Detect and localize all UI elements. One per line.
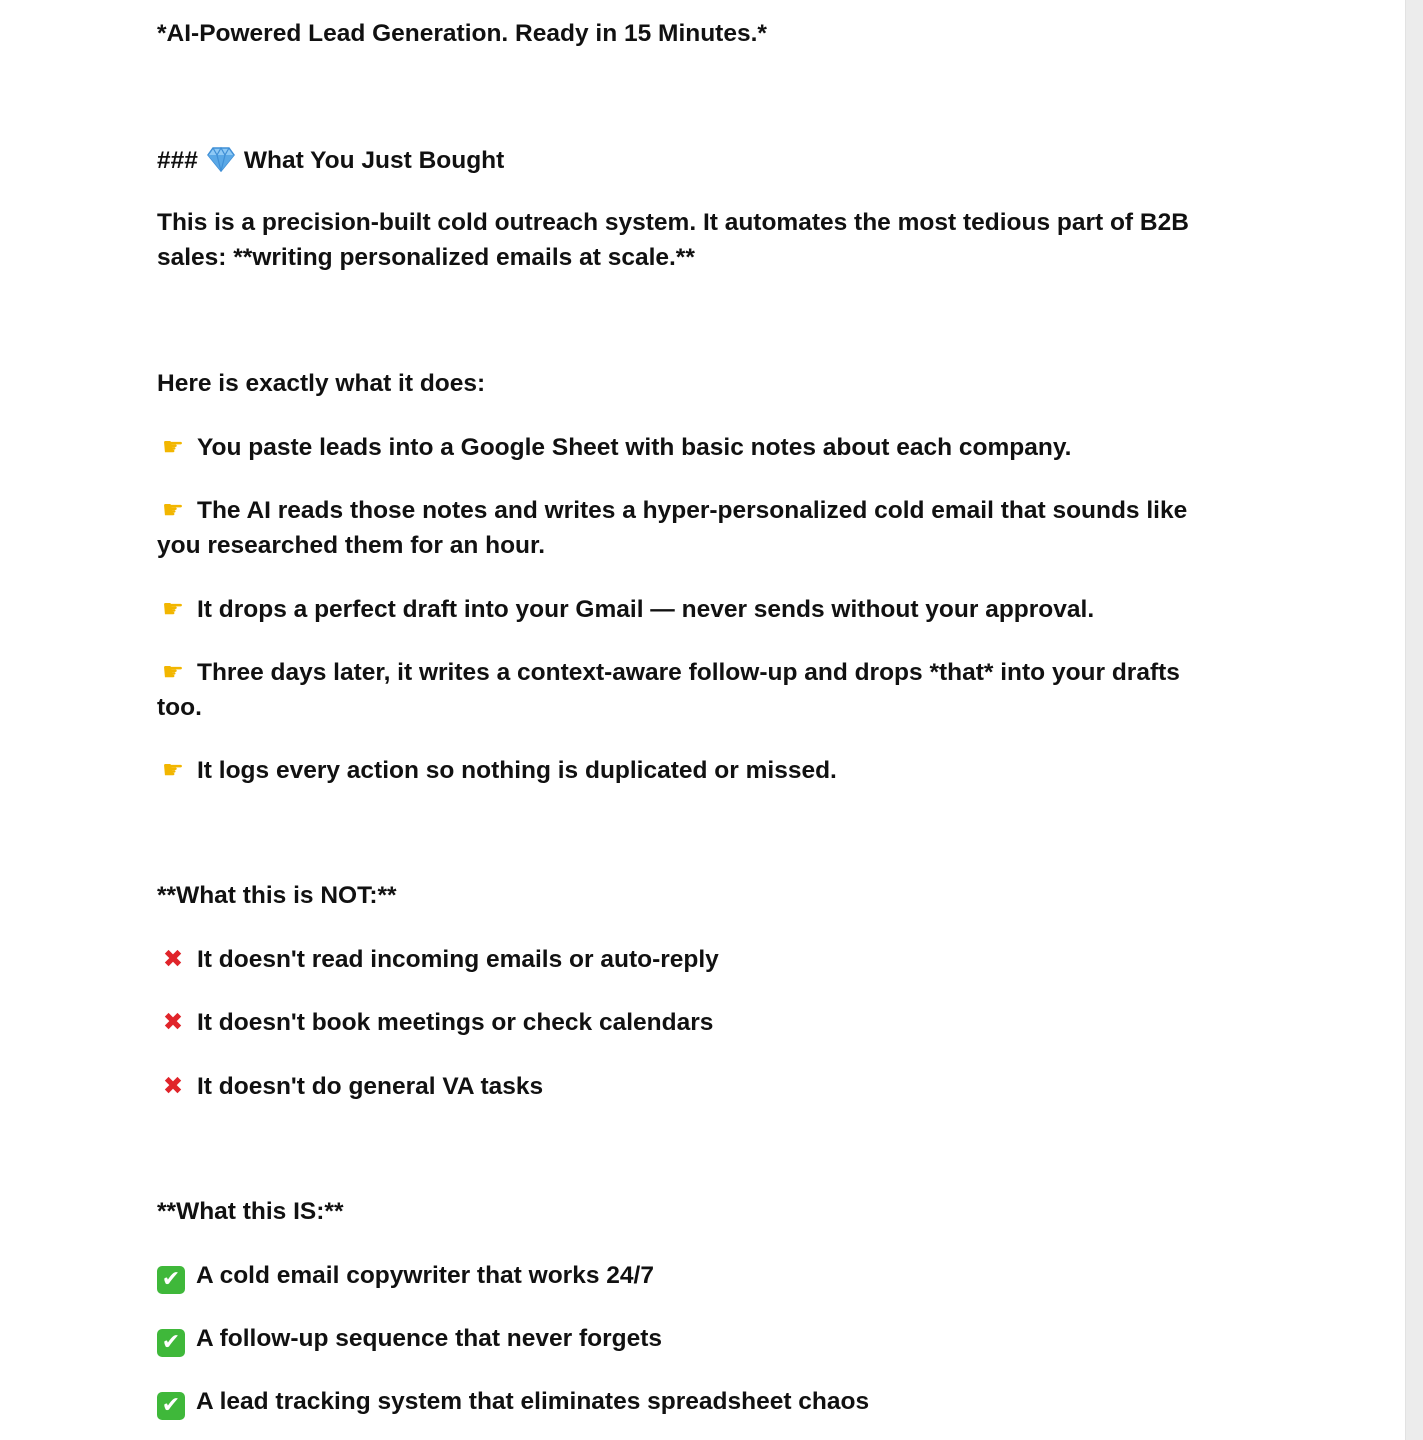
not-item-text: It doesn't book meetings or check calendars: [197, 1009, 714, 1036]
vertical-scrollbar[interactable]: [1405, 0, 1423, 1440]
does-item-text: It logs every action so nothing is duplicated or missed.: [197, 757, 837, 784]
check-mark-icon: ✔: [157, 1266, 185, 1294]
not-item: [157, 1004, 1217, 1040]
not-item: [157, 1068, 1217, 1104]
cross-mark-icon: ✖: [162, 944, 184, 973]
not-label: **What this is NOT:**: [157, 882, 397, 909]
is-item: [157, 1258, 1217, 1294]
not-item-text: It doesn't read incoming emails or auto-reply: [197, 946, 719, 973]
not-item: [157, 941, 1217, 977]
does-item: [157, 492, 1217, 563]
pointing-hand-icon: ☛: [162, 755, 184, 784]
is-item: [157, 1321, 1217, 1357]
section-heading: [157, 142, 1217, 178]
does-item-text: It drops a perfect draft into your Gmail — never sends without your approval.: [197, 596, 1095, 623]
intro-paragraph: This is a precision-built cold outreach system. It automates the most tedious part of B2B sales: **writing personalized emails at scale.**: [157, 209, 1189, 271]
cross-mark-icon: ✖: [162, 1007, 184, 1036]
heading-text: What You Just Bought: [243, 147, 505, 174]
is-item-text: A follow-up sequence that never forgets: [196, 1325, 663, 1352]
does-label: Here is exactly what it does:: [157, 370, 486, 397]
gem-icon: [206, 142, 236, 177]
does-item-text: The AI reads those notes and writes a hyper-personalized cold email that sounds like you researched them for an hour.: [157, 497, 1188, 559]
is-item-text: A lead tracking system that eliminates spreadsheet chaos: [196, 1388, 870, 1415]
does-item: [157, 591, 1217, 627]
pointing-hand-icon: ☛: [162, 657, 184, 686]
pointing-hand-icon: ☛: [162, 495, 184, 524]
does-item: [157, 429, 1217, 465]
is-item: [157, 1384, 1217, 1420]
check-mark-icon: ✔: [157, 1392, 185, 1420]
does-item: [157, 654, 1217, 725]
not-item-text: It doesn't do general VA tasks: [197, 1073, 544, 1100]
does-item-text: Three days later, it writes a context-aware follow-up and drops *that* into your drafts too.: [157, 659, 1180, 721]
pointing-hand-icon: ☛: [162, 594, 184, 623]
does-item-text: You paste leads into a Google Sheet with basic notes about each company.: [197, 434, 1072, 461]
pointing-hand-icon: ☛: [162, 432, 184, 461]
cross-mark-icon: ✖: [162, 1071, 184, 1100]
tagline: *AI-Powered Lead Generation. Ready in 15 Minutes.*: [157, 20, 767, 47]
is-label: **What this IS:**: [157, 1198, 344, 1225]
heading-hashes: ###: [157, 147, 198, 174]
does-item: [157, 752, 1217, 788]
check-mark-icon: ✔: [157, 1329, 185, 1357]
is-item-text: A cold email copywriter that works 24/7: [196, 1262, 654, 1289]
